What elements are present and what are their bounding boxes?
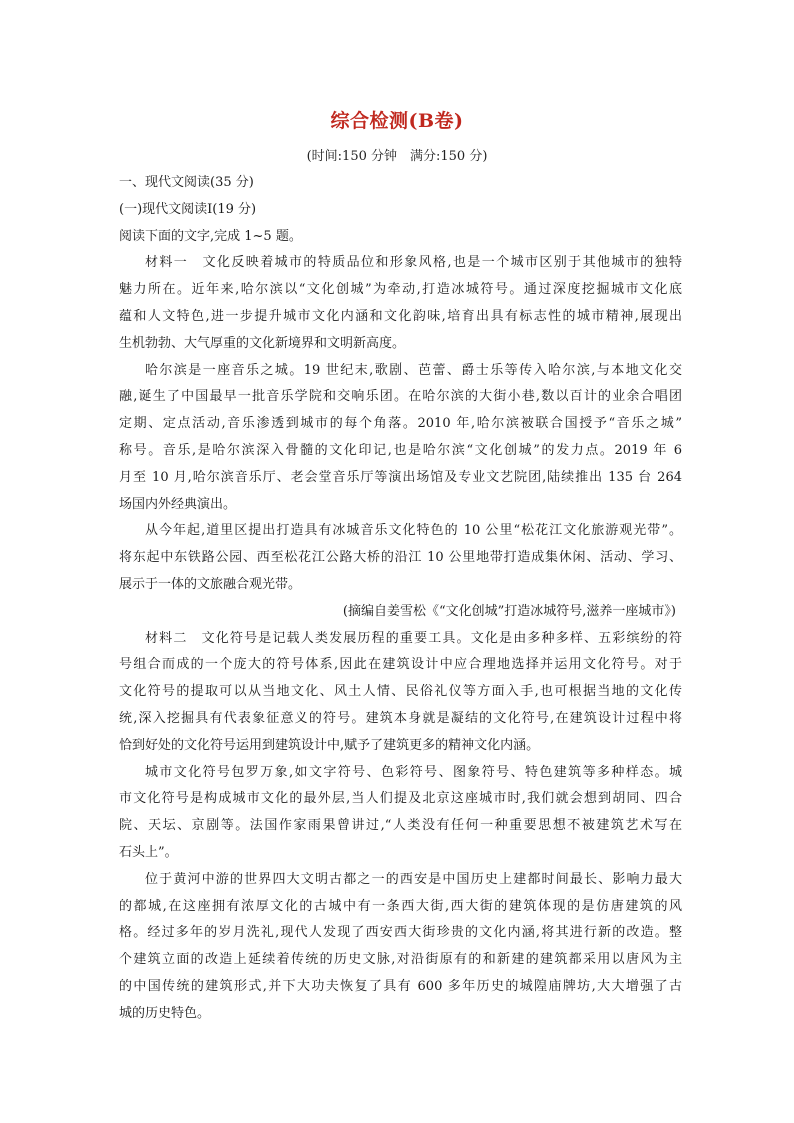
document-body [119,170,682,1028]
paragraph-line: 从今年起,道里区提出打造具有冰城音乐文化特色的 10 公里“松花江文化旅游观光带”。 [145,523,682,539]
paragraph-line: 个建筑立面的改造上延续着传统的历史文脉,对沿街原有的和新建的建筑都采用以唐风为主 [119,952,682,968]
paragraph-line: 城的历史特色。 [119,1005,211,1021]
paragraph-line: 展示于一体的文旅融合观光带。 [119,576,302,592]
paragraph-line: 月至 10 月,哈尔滨音乐厅、老会堂音乐厅等演出场馆及专业文艺院团,陆续推出 135 台 264 [119,469,682,485]
instruction-text: 阅读下面的文字,完成 1~5 题。 [119,228,302,244]
paragraph-line: 位于黄河中游的世界四大文明古都之一的西安是中国历史上建都时间最长、影响力最大 [145,871,682,887]
paragraph-line: 场国内外经典演出。 [119,496,237,512]
page-title: 综合检测(B卷) [330,110,464,132]
paragraph-line: 石头上”。 [119,844,178,860]
paragraph-line: 生机勃勃、大气厚重的文化新境界和文明新高度。 [119,335,406,351]
paragraph-line: 城市文化符号包罗万象,如文字符号、色彩符号、图象符号、特色建筑等多种样态。城 [145,764,682,780]
paragraph-line: 的都城,在这座拥有浓厚文化的古城中有一条西大街,西大街的建筑体现的是仿唐建筑的风 [119,898,682,914]
paragraph-line: 的中国传统的建筑形式,并下大功夫恢复了具有 600 多年历史的城隍庙牌坊,大大增强了古 [119,978,682,994]
paragraph-line: 称号。音乐,是哈尔滨深入骨髓的文化印记,也是哈尔滨“文化创城”的发力点。2019 年 6 [119,442,682,458]
paragraph-line: 蕴和人文特色,进一步提升城市文化内涵和文化韵味,培育出具有标志性的城市精神,展现出 [119,308,682,324]
source-citation: (摘编自姜雪松《“文化创城”打造冰城符号,滋养一座城市》) [342,603,676,619]
paragraph-line: 魅力所在。近年来,哈尔滨以“文化创城”为牵动,打造冰城符号。通过深度挖掘城市文化底 [119,282,682,298]
paragraph-line: 材料一 文化反映着城市的特质品位和形象风格,也是一个城市区别于其他城市的独特 [145,255,682,271]
exam-time-info: (时间:150 分钟 满分:150 分) [306,149,488,164]
section-heading: 一、现代文阅读(35 分) [119,175,254,190]
paragraph-line: 统,深入挖掘具有代表象征意义的符号。建筑本身就是凝结的文化符号,在建筑设计过程中将 [119,710,682,726]
paragraph-line: 哈尔滨是一座音乐之城。19 世纪末,歌剧、芭蕾、爵士乐等传入哈尔滨,与本地文化交 [145,362,682,378]
paragraph-line: 材料二 文化符号是记载人类发展历程的重要工具。文化是由多种多样、五彩缤纷的符 [145,630,682,646]
paragraph-line: 融,诞生了中国最早一批音乐学院和交响乐团。在哈尔滨的大街小巷,数以百计的业余合唱团 [119,389,682,405]
paragraph-line: 号组合而成的一个庞大的符号体系,因此在建筑设计中应合理地选择并运用文化符号。对于 [119,657,682,673]
paragraph-line: 格。经过多年的岁月洗礼,现代人发现了西安西大街珍贵的文化内涵,将其进行新的改造。整 [119,925,682,941]
paragraph-line: 将东起中东铁路公园、西至松花江公路大桥的沿江 10 公里地带打造成集休闲、活动、学习、 [119,550,682,566]
paragraph-line: 恰到好处的文化符号运用到建筑设计中,赋予了建筑更多的精神文化内涵。 [119,737,540,753]
subsection-heading: (一)现代文阅读Ⅰ(19 分) [119,201,257,217]
paragraph-line: 市文化符号是构成城市文化的最外层,当人们提及北京这座城市时,我们就会想到胡同、四合 [119,791,682,807]
paragraph-line: 院、天坛、京剧等。法国作家雨果曾讲过,“人类没有任何一种重要思想不被建筑艺术写在 [119,818,682,834]
paragraph-line: 文化符号的提取可以从当地文化、风土人情、民俗礼仪等方面入手,也可根据当地的文化传 [119,684,682,700]
paragraph-line: 定期、定点活动,音乐渗透到城市的每个角落。2010 年,哈尔滨被联合国授予“音乐之城” [119,416,682,432]
